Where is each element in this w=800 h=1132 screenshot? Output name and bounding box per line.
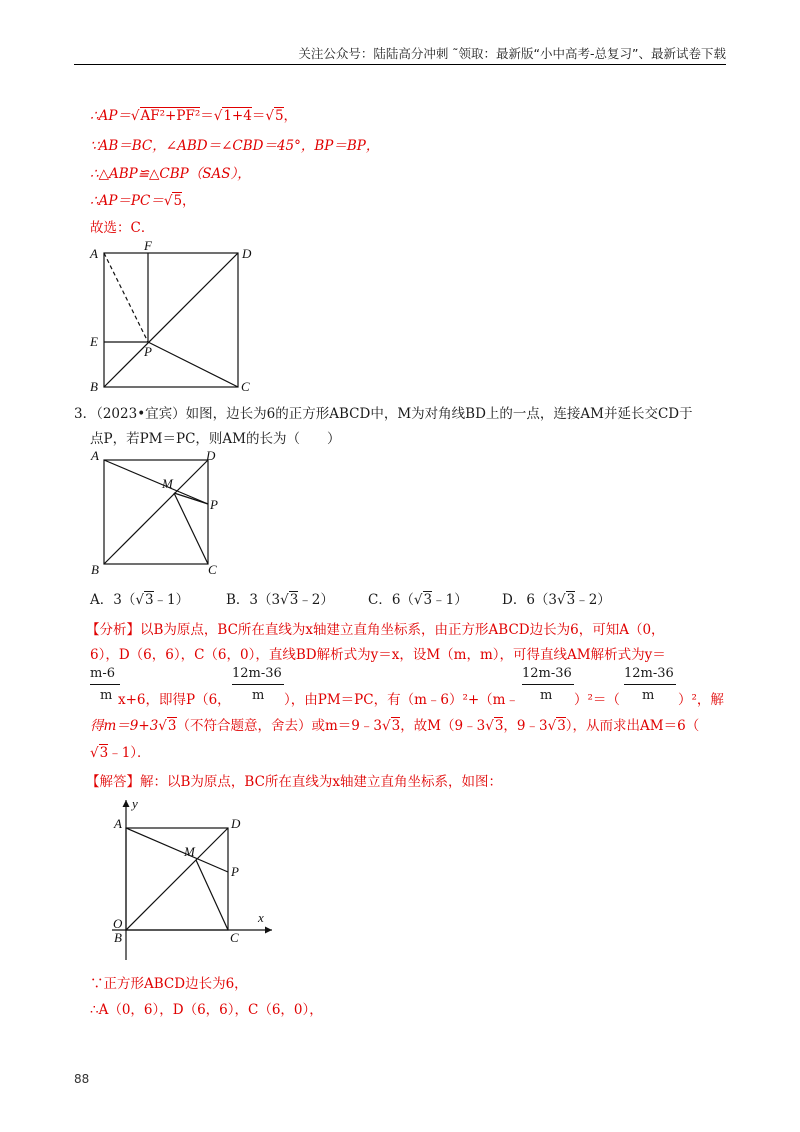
option-tail: ﹣2） xyxy=(575,592,611,608)
label-a: A xyxy=(114,816,122,831)
label-p: P xyxy=(231,864,239,879)
question-text: （2023•宜宾）如图，边长为6的正方形ABCD中，M为对角线BD上的一点，连接AM并延长交CD于 xyxy=(96,406,693,422)
label-f: F xyxy=(144,238,152,253)
sqrt-icon: √ xyxy=(158,718,167,734)
label-p: P xyxy=(144,344,152,359)
frac1-numerator: m-6 xyxy=(90,666,115,681)
frac3-numerator: 12m-36 xyxy=(522,666,572,681)
option-c xyxy=(368,588,468,608)
eq-sign: ＝ xyxy=(200,108,214,124)
sqrt-icon: √ xyxy=(135,592,144,608)
ap-prefix: ∴AP＝ xyxy=(90,108,131,124)
frac1-bar xyxy=(90,684,120,685)
label-p: P xyxy=(210,497,218,512)
analysis-line-5 xyxy=(90,741,151,761)
label-c: C xyxy=(208,562,217,577)
eq-sign-2: ＝ xyxy=(251,108,266,124)
header-text: 关注公众号：陆陆高分冲刺 ˜领取：最新版“小中高考-总复习”、最新试卷下载 xyxy=(298,46,726,61)
diagonal-bd xyxy=(104,460,208,564)
analysis-text: 以B为原点，BC所在直线为x轴建立直角坐标系，由正方形ABCD边长为6，可知A（0， xyxy=(140,622,665,638)
analysis-tag: 【分析】 xyxy=(86,622,140,638)
option-a-label: A．3（ xyxy=(90,592,136,608)
frac1-denominator: m xyxy=(100,688,113,703)
label-b: B xyxy=(91,562,99,577)
segment-ap-dashed xyxy=(104,253,148,342)
sqrt-icon: √ xyxy=(265,108,274,124)
solution-line-1 xyxy=(90,104,297,124)
label-m: M xyxy=(162,476,173,491)
sqrt-icon: √ xyxy=(280,592,289,608)
option-b-label: B．3（3 xyxy=(226,592,281,608)
analysis-text: ，故M（9﹣3 xyxy=(400,718,486,734)
option-c-label: C．6（ xyxy=(368,592,414,608)
frac3-bar xyxy=(522,684,574,685)
figure-3-coordinate xyxy=(104,792,284,964)
frac4-denominator: m xyxy=(642,688,655,703)
frac4-bar xyxy=(624,684,676,685)
analysis-text: 6），D（6，6），C（6，0），直线BD解析式为y＝x，设M（m，m），可得直线AM解析式为y＝ xyxy=(90,647,666,663)
analysis-text: （不符合题意，舍去）或m＝9﹣3 xyxy=(176,718,382,734)
question-text: 点P，若PM＝PC，则AM的长为（ ） xyxy=(90,431,341,447)
sqrt-icon: √ xyxy=(557,592,566,608)
label-c: C xyxy=(241,379,250,394)
sqrt-value: 3 xyxy=(144,592,154,608)
sqrt-icon: √ xyxy=(163,193,173,209)
label-a: A xyxy=(90,246,98,261)
analysis-frac-line-b xyxy=(284,688,519,708)
answer-tag: 【解答】 xyxy=(86,774,140,790)
analysis-line-1 xyxy=(86,618,665,638)
sqrt-value: 3 xyxy=(99,745,109,761)
punct: ， xyxy=(283,108,298,124)
sqrt-icon: √ xyxy=(90,745,99,761)
option-d-label: D．6（3 xyxy=(502,592,558,608)
frac2-denominator: m xyxy=(252,688,265,703)
option-b xyxy=(226,588,334,608)
sqrt-expr: AF²+PF² xyxy=(140,108,201,124)
label-a: A xyxy=(91,448,99,463)
analysis-text: 得m＝9+3 xyxy=(90,718,159,734)
answer-text: 解：以B为原点，BC所在直线为x轴建立直角坐标系，如图： xyxy=(140,774,503,790)
label-c: C xyxy=(230,930,239,945)
label-y: y xyxy=(132,796,138,811)
label-d: D xyxy=(206,448,216,463)
answer-line-2 xyxy=(90,998,323,1018)
solution-line-2 xyxy=(90,134,379,154)
page-header xyxy=(74,44,726,65)
figure-1-square xyxy=(86,238,256,394)
punct: ， xyxy=(182,193,196,209)
solution-text: ∵AB＝BC，∠ABD＝∠CBD＝45°，BP＝BP， xyxy=(90,138,380,154)
diagonal-bd xyxy=(104,253,238,387)
diagonal-bd xyxy=(126,828,228,930)
segment-ap xyxy=(126,828,228,872)
segment-pc xyxy=(148,342,238,387)
sqrt-icon: √ xyxy=(213,108,223,124)
label-b: B xyxy=(114,930,122,945)
solution-choice: 故选：C． xyxy=(90,220,155,236)
sqrt-icon: √ xyxy=(381,718,391,734)
sqrt-value: 5 xyxy=(274,108,284,124)
option-tail: ﹣1） xyxy=(432,592,468,608)
sqrt-value: 5 xyxy=(173,193,183,209)
sqrt-icon: √ xyxy=(485,718,494,734)
label-b: B xyxy=(90,379,98,394)
frac3-denominator: m xyxy=(540,688,553,703)
label-m: M xyxy=(184,844,195,859)
option-tail: ﹣1） xyxy=(153,592,190,608)
figure-2-square xyxy=(86,446,226,578)
label-d: D xyxy=(231,816,241,831)
answer-text: ∴A（0，6），D（6，6），C（6，0）， xyxy=(90,1002,323,1018)
question-line-2 xyxy=(90,427,340,447)
solution-line-3 xyxy=(90,162,251,182)
solution-line-5 xyxy=(90,216,154,236)
sqrt-icon: √ xyxy=(130,108,140,124)
label-d: D xyxy=(242,246,252,261)
label-e: E xyxy=(90,334,98,349)
solution-text: ∴AP＝PC＝ xyxy=(90,193,164,209)
analysis-text: ），由PM＝PC，有（m﹣6）²+（m﹣ xyxy=(284,692,519,708)
analysis-frac-line-a xyxy=(118,688,231,708)
segment-ap xyxy=(104,460,208,504)
analysis-frac-line-d xyxy=(678,688,724,708)
sqrt-value: 3 xyxy=(566,592,576,608)
solution-line-4 xyxy=(90,189,196,209)
analysis-text: ，9﹣3 xyxy=(503,718,548,734)
sqrt-value: 3 xyxy=(167,718,177,734)
analysis-line-2 xyxy=(90,643,666,663)
frac2-bar xyxy=(232,684,284,685)
sqrt-value: 3 xyxy=(557,718,566,734)
answer-line-1 xyxy=(90,972,248,992)
answer-text: ∵正方形ABCD边长为6， xyxy=(90,976,248,992)
sqrt-value: 3 xyxy=(289,592,299,608)
sqrt-icon: √ xyxy=(413,592,423,608)
analysis-frac-line-c xyxy=(574,688,620,708)
analysis-text: ）²＝（ xyxy=(574,692,620,708)
option-a xyxy=(90,588,189,608)
analysis-line-4 xyxy=(90,714,699,734)
frac4-numerator: 12m-36 xyxy=(624,666,674,681)
segment-mc xyxy=(174,493,208,564)
sqrt-icon: √ xyxy=(547,718,557,734)
analysis-text: x+6，即得P（6， xyxy=(118,692,231,708)
sqrt-value: 3 xyxy=(494,718,504,734)
option-tail: ﹣2） xyxy=(298,592,334,608)
analysis-text: ），从而求出AM＝6（ xyxy=(565,718,700,734)
option-d xyxy=(502,588,611,608)
page-number: 88 xyxy=(74,1072,90,1086)
frac2-numerator: 12m-36 xyxy=(232,666,282,681)
label-o: O xyxy=(113,916,123,931)
solution-text: ∴△ABP≌△CBP（SAS）， xyxy=(90,166,251,182)
answer-intro xyxy=(86,770,502,790)
sqrt-expr-2: 1+4 xyxy=(223,108,252,124)
label-x: x xyxy=(258,910,264,925)
analysis-text: ）²，解 xyxy=(678,692,724,708)
sqrt-value: 3 xyxy=(391,718,401,734)
analysis-text: ﹣1）． xyxy=(108,745,151,761)
sqrt-value: 3 xyxy=(423,592,433,608)
question-number: 3． xyxy=(74,406,97,422)
question-line-1 xyxy=(74,402,693,422)
